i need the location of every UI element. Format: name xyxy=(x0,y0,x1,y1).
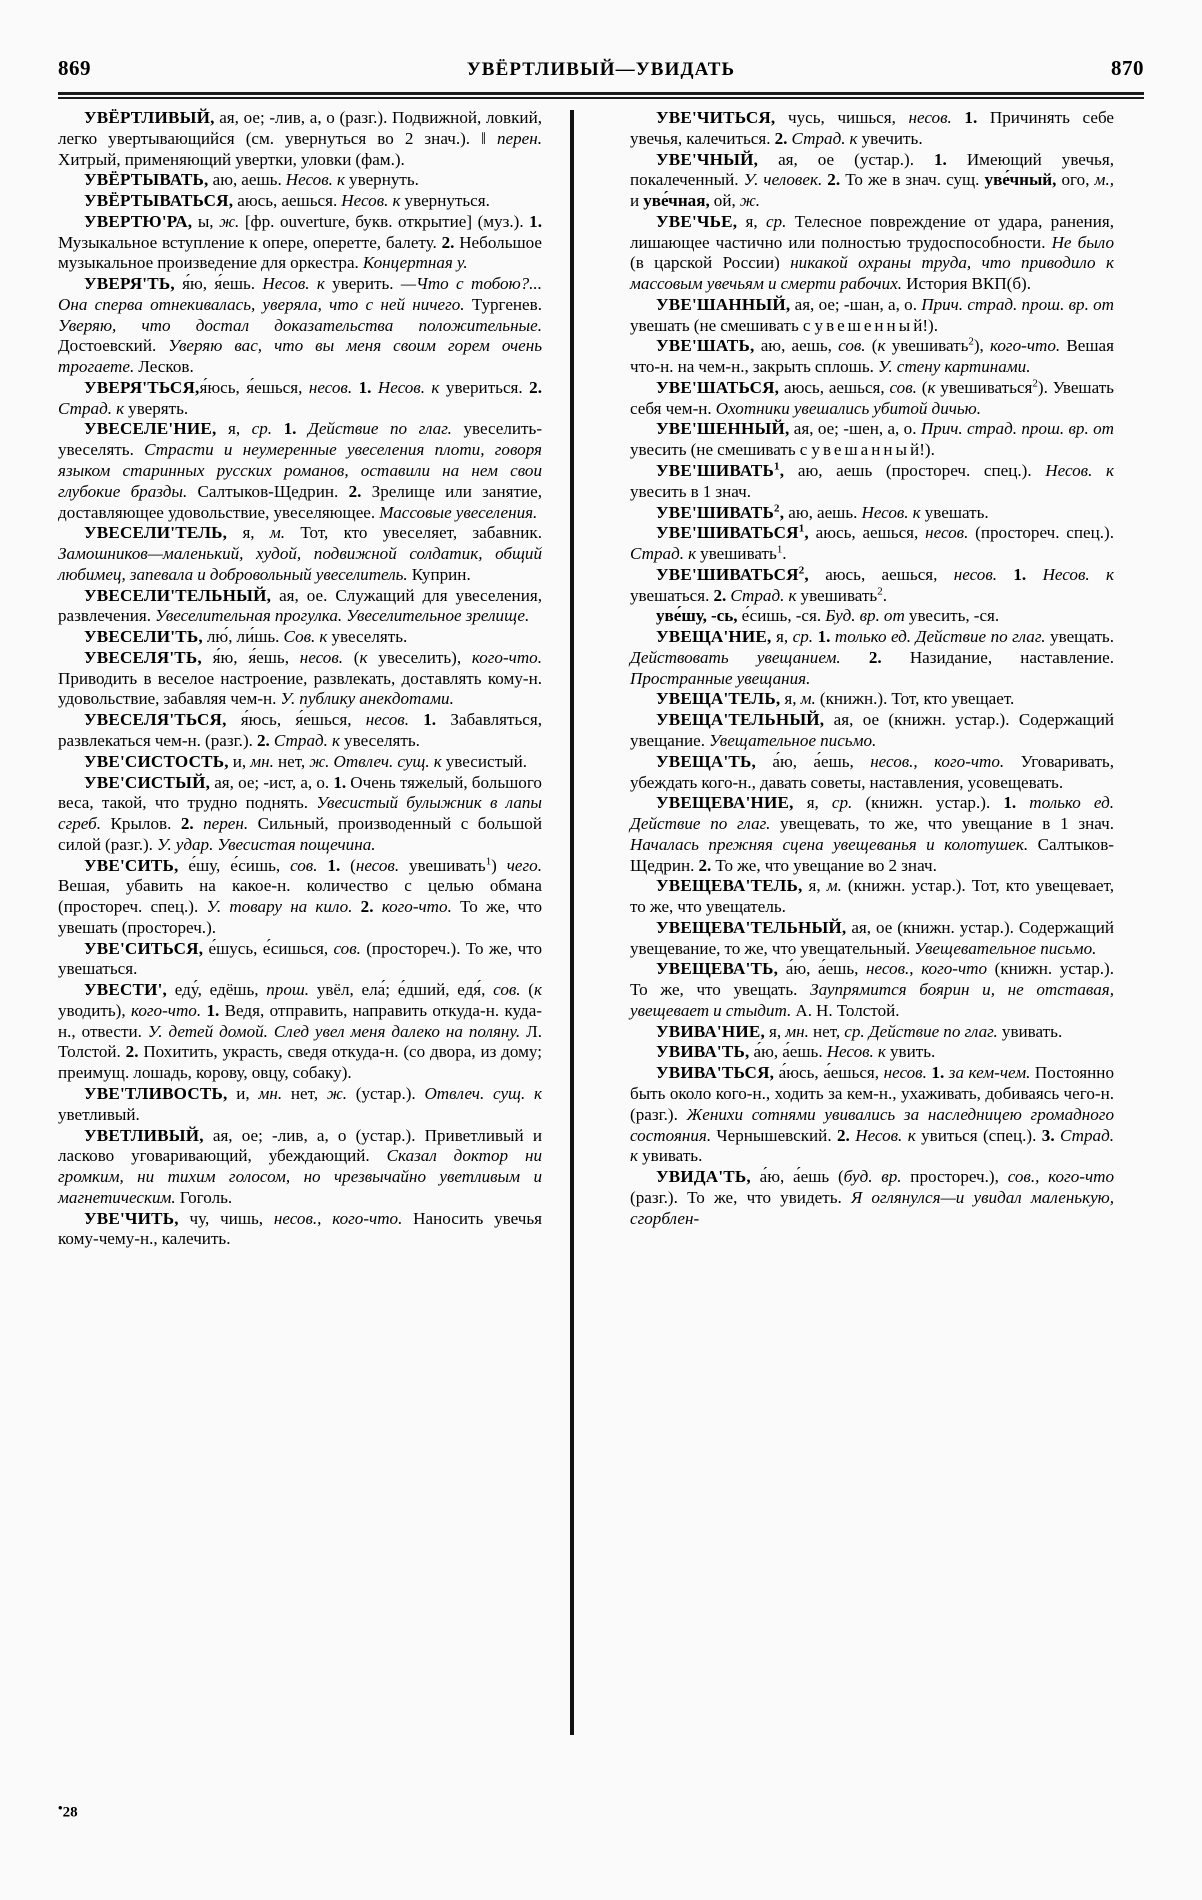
entry-definition: я, м. (книжн. устар.). Тот, кто увещевает, то же, что увещатель. xyxy=(630,876,1114,917)
dictionary-entry xyxy=(630,627,1114,689)
signature-mark xyxy=(58,1800,78,1822)
dictionary-entry xyxy=(58,710,542,752)
entry-definition: ая, ое; -лив, а, о (устар.). Приветливый и ласково уговаривающий, убеждающий. Сказал доктор ни громким, ни тихим голосом, но чрезвычайно уветливым и магнетическим. Гоголь. xyxy=(58,1125,542,1207)
dictionary-entry xyxy=(58,1209,542,1251)
entry-definition: а́ю, а́ешь (буд. вр. простореч.), сов., кого-что (разг.). То же, что увидеть. Я оглянулся—и увидал маленькую, сгорблен- xyxy=(630,1167,1114,1228)
entry-headword: УВЕ'ТЛИВОСТЬ, xyxy=(84,1083,228,1103)
entry-definition: я, ср. Телесное повреждение от удара, ранения, лишающее частично или полностью трудоспособности. Не было (в царской России) никакой охраны труда, что приводило к массовым увечьям и смерти рабочих. История ВКП(б). xyxy=(630,211,1114,294)
entry-definition: аюсь, аешься, несов. (простореч. спец.). Страд. к увешивать$^1$. xyxy=(630,523,1114,564)
dictionary-entry xyxy=(630,461,1114,503)
dictionary-entry xyxy=(630,378,1114,420)
dictionary-entry xyxy=(630,503,1114,524)
entry-definition: аю, аешь. Несов. к увернуть. xyxy=(208,170,419,190)
dictionary-entry xyxy=(58,856,542,939)
dictionary-entry xyxy=(630,793,1114,876)
folio-left: 869 xyxy=(58,56,91,80)
entry-definition: а́ю, а́ешь. Несов. к увить. xyxy=(749,1042,936,1062)
entry-headword: УВЕСЕЛЯ'ТЬСЯ, xyxy=(84,710,227,730)
entry-headword: УВЕ'ШАТЬ, xyxy=(656,336,755,356)
entry-headword: УВЕСТИ', xyxy=(84,980,168,1000)
entry-headword: УВЕСЕЛИ'ТЕЛЬ, xyxy=(84,523,228,543)
entry-headword: УВЕ'ЧЬЕ, xyxy=(656,211,738,231)
dictionary-entry xyxy=(630,689,1114,710)
entry-definition: я́ю, я́ешь, несов. (к увеселить), кого-что. Приводить в веселое настроение, развлекать, доставлять кому-н. удовольствие, забавляя чем-н. У. публику анекдотами. xyxy=(58,647,542,709)
dictionary-entry xyxy=(58,419,542,523)
entry-headword: УВИДА'ТЬ, xyxy=(656,1167,751,1187)
dictionary-entry xyxy=(630,1063,1114,1167)
entry-headword: УВЁРТЫВАТЬСЯ, xyxy=(84,191,234,211)
entry-definition: е́шу, е́сишь, сов. 1. (несов. увешивать$^1$) чего. Вешая, убавить на какое-н. количество с целью обмана (простореч. спец.). У. товару на кило. 2. кого-что. То же, что увешать (простореч.). xyxy=(58,854,542,937)
entry-headword: УВЕ'ШАТЬСЯ, xyxy=(656,377,780,397)
dictionary-entry xyxy=(630,1167,1114,1229)
dictionary-entry xyxy=(58,274,542,378)
dictionary-entry xyxy=(58,980,542,1084)
folio-right: 870 xyxy=(1111,56,1144,80)
entry-definition: я, ср. 1. только ед. Действие по глаг. увещать. Действовать увещанием. 2. Назидание, наставление. Пространные увещания. xyxy=(630,627,1114,688)
entry-definition: аюсь, аешься, сов. (к увешиваться$^2$). Увешать себя чем-н. Охотники увешались убитой дичью. xyxy=(630,377,1114,418)
entry-headword: УВЁРТЫВАТЬ, xyxy=(84,170,209,190)
entry-definition: я́юсь, я́ешься, несов. 1. Забавляться, развлекаться чем-н. (разг.). 2. Страд. к увеселять. xyxy=(58,710,542,750)
dictionary-entry xyxy=(58,108,542,170)
rule-thin xyxy=(58,97,1144,99)
entry-definition: я, м. Тот, кто увеселяет, забавник. Замошников—маленький, худой, подвижной солдатик, общий любимец, запевала и добровольный увеселитель. Куприн. xyxy=(58,523,542,584)
entry-definition: аю, аешь, сов. (к увешивать$^2$), кого-что. Вешая что-н. на чем-н., закрыть сплошь. У. стену картинами. xyxy=(630,335,1114,377)
entry-headword: УВИВА'ТЬСЯ, xyxy=(656,1063,775,1083)
dictionary-entry xyxy=(630,876,1114,918)
dictionary-entry xyxy=(58,523,542,585)
entry-definition: чу, чишь, несов., кого-что. Наносить увечья кому-чему-н., калечить. xyxy=(58,1208,542,1249)
dictionary-entry xyxy=(630,565,1114,607)
dictionary-entry xyxy=(58,773,542,856)
entry-definition: е́сишь, -ся. Буд. вр. от увесить, -ся. xyxy=(737,606,1000,626)
dictionary-entry xyxy=(630,1042,1114,1063)
entry-definition: я, ср. (книжн. устар.). 1. только ед. Действие по глаг. увещевать, то же, что увещание в 1 знач. Началась прежняя сцена увещеванья и колотушек. Салтыков-Щедрин. 2. То же, что увещание во 2 знач. xyxy=(630,793,1114,875)
entry-definition: я, м. (книжн.). Тот, кто увещает. xyxy=(780,689,1015,709)
entry-definition: ая, ое; -шан, а, о. Прич. страд. прош. вр. от увешать (не смешивать с увешенный!). xyxy=(630,294,1114,335)
entry-headword: УВЕЩА'ТЬ, xyxy=(656,751,756,771)
entry-definition: е́шусь, е́сишься, сов. (простореч.). То же, что увешаться. xyxy=(58,938,542,979)
entry-definition: а́ю, а́ешь, несов., кого-что (книжн. устар.). То же, что увещать. Заупрямится боярин и, не отставая, увещевает и стыдит. А. Н. Толстой. xyxy=(630,959,1115,1020)
entry-definition: ая, ое (устар.). 1. Имеющий увечья, покалеченный. У. человек. 2. То же в знач. сущ. уве́чный, ого, м., и уве́чная, ой, ж. xyxy=(630,149,1115,211)
dictionary-entry xyxy=(58,378,542,420)
entry-headword: УВЕ'ШИВАТЬСЯ$^2$, xyxy=(656,564,809,584)
running-title: УВЁРТЛИВЫЙ—УВИДАТЬ xyxy=(466,59,736,80)
entry-definition: я́ю, я́ешь. Несов. к уверить. —Что с тобою?... Она сперва отнекивалась, уверяла, что с ней ничего. Тургенев. Уверяю, что достал доказательства положительные. Достоевский. Уверяю вас, что вы меня своим горем очень трогаете. Лесков. xyxy=(58,274,542,377)
signature-dot: • xyxy=(58,1800,63,1815)
entry-definition: аю, аешь. Несов. к увешать. xyxy=(784,502,989,522)
entry-headword: УВЕРТЮ'РА, xyxy=(84,211,193,231)
entry-definition: ая, ое (книжн. устар.). Содержащий увещание. Увещательное письмо. xyxy=(630,710,1114,750)
entry-headword: УВИВА'НИЕ, xyxy=(656,1021,765,1041)
dictionary-entry xyxy=(58,752,542,773)
entry-headword: УВЕСЕЛЯ'ТЬ, xyxy=(84,647,202,667)
entry-headword: УВЕСЕЛЕ'НИЕ, xyxy=(84,419,217,439)
dictionary-entry xyxy=(58,1126,542,1209)
entry-headword: УВЕСЕЛИ'ТЕЛЬНЫЙ, xyxy=(84,585,272,605)
entry-headword: УВЕЩА'ТЕЛЬНЫЙ, xyxy=(656,710,825,730)
entry-definition: аюсь, аешься. Несов. к увернуться. xyxy=(233,191,490,211)
entry-headword: УВЕ'ЧИТЬСЯ, xyxy=(656,108,776,127)
entry-definition: а́юсь, а́ешься, несов. 1. за кем-чем. Постоянно быть около кого-н., ходить за кем-н., ухаживать, добиваясь чего-н. (разг.). Женихи сотнями увивались за наследницею громадного состояния. Чернышевский. 2. Несов. к увиться (спец.). 3. Страд. к увивать. xyxy=(630,1063,1115,1166)
column-right xyxy=(600,108,1114,1768)
entry-headword: УВЕЩЕВА'ТЕЛЬ, xyxy=(656,876,803,896)
entry-headword: УВЕЩА'НИЕ, xyxy=(656,627,772,647)
entry-headword: УВЕ'ШЕННЫЙ, xyxy=(656,419,790,439)
dictionary-entry xyxy=(58,627,542,648)
entry-headword: УВЕ'СИСТОСТЬ, xyxy=(84,751,229,771)
column-divider xyxy=(570,110,574,1735)
entry-definition: аюсь, аешься, несов. 1. Несов. к увешаться. 2. Страд. к увешивать$^2$. xyxy=(630,564,1115,605)
entry-definition: ая, ое. Служащий для увеселения, развлечения. Увеселительная прогулка. Увеселительное зрелище. xyxy=(58,585,542,626)
entry-headword: УВЕ'ЧНЫЙ, xyxy=(656,149,759,169)
dictionary-entry xyxy=(630,918,1114,960)
text-columns xyxy=(58,108,1144,1768)
entry-headword: УВЕ'СИТЬСЯ, xyxy=(84,938,204,958)
entry-headword: УВИВА'ТЬ, xyxy=(656,1042,750,1062)
entry-definition: ая, ое; -шен, а, о. Прич. страд. прош. вр. от увесить (не смешивать с увешанный!). xyxy=(630,419,1114,460)
entry-definition: ая, ое; -лив, а, о (разг.). Подвижной, ловкий, легко увертывающийся (см. увернуться во 2 знач.). ‖ перен. Хитрый, применяющий увертки, уловки (фам.). xyxy=(58,108,542,169)
entry-definition: еду́, едёшь, прош. увёл, ела́; е́дший, едя́, сов. (к уводить), кого-что. 1. Ведя, отправить, направить откуда-н. куда-н., отвести. У. детей домой. След увел меня далеко на поляну. Л. Толстой. 2. Похитить, украсть, сведя откуда-н. (со двора, из дому; преимущ. лошадь, корову, овцу, собаку). xyxy=(58,980,542,1083)
entry-definition: и, мн. нет, ж. Отвлеч. сущ. к увесистый. xyxy=(228,751,527,771)
entry-definition: ая, ое; -ист, а, о. 1. Очень тяжелый, большого веса, такой, что трудно поднять. Увесистый булыжник в лапы сгреб. Крылов. 2. перен. Сильный, производенный с большой силой (разг.). У. удар. Увесистая пощечина. xyxy=(58,772,542,854)
entry-definition: я, мн. нет, ср. Действие по глаг. увивать. xyxy=(764,1021,1063,1041)
dictionary-entry xyxy=(630,295,1114,337)
entry-headword: УВЁРТЛИВЫЙ, xyxy=(84,108,215,127)
dictionary-entry xyxy=(58,170,542,191)
dictionary-entry xyxy=(630,752,1114,794)
entry-headword: УВЕТЛИВЫЙ, xyxy=(84,1125,204,1145)
entry-definition: я́юсь, я́ешься, несов. 1. Несов. к увериться. 2. Страд. к уверять. xyxy=(58,377,542,418)
entry-definition: лю́, ли́шь. Сов. к увеселять. xyxy=(202,627,408,647)
entry-definition: чусь, чишься, несов. 1. Причинять себе увечья, калечиться. 2. Страд. к увечить. xyxy=(630,108,1114,148)
dictionary-entry xyxy=(630,419,1114,461)
entry-headword: УВЕСЕЛИ'ТЬ, xyxy=(84,627,203,647)
entry-headword: УВЕ'СИСТЫЙ, xyxy=(84,772,211,792)
dictionary-entry xyxy=(630,710,1114,752)
dictionary-entry xyxy=(58,191,542,212)
entry-headword: УВЕЩЕВА'ТЬ, xyxy=(656,959,779,979)
entry-definition: и, мн. нет, ж. (устар.). Отвлеч. сущ. к уветливый. xyxy=(58,1083,542,1124)
entry-headword: УВЕ'СИТЬ, xyxy=(84,855,179,875)
dictionary-entry xyxy=(630,212,1114,295)
entry-headword: УВЕЩЕВА'НИЕ, xyxy=(656,793,794,813)
entry-headword: УВЕРЯ'ТЬСЯ, xyxy=(84,377,200,397)
dictionary-entry xyxy=(630,1022,1114,1043)
entry-headword: УВЕ'ШИВАТЬСЯ$^1$, xyxy=(656,522,809,543)
entry-definition: а́ю, а́ешь, несов., кого-что. Уговаривать, убеждать кого-н., давать советы, наставления, усовещевать. xyxy=(630,751,1114,792)
entry-headword: УВЕ'ШАННЫЙ, xyxy=(656,294,791,314)
dictionary-entry xyxy=(630,150,1114,212)
running-head xyxy=(58,56,1144,86)
column-left xyxy=(58,108,556,1768)
entry-definition: ая, ое (книжн. устар.). Содержащий увещевание, то же, что увещательный. Увещевательное письмо. xyxy=(630,917,1114,958)
dictionary-entry xyxy=(58,212,542,274)
entry-headword: УВЕЩА'ТЕЛЬ, xyxy=(656,689,781,709)
dictionary-entry xyxy=(630,959,1114,1021)
entry-definition: аю, аешь (простореч. спец.). Несов. к увесить в 1 знач. xyxy=(630,461,1115,501)
dictionary-entry xyxy=(58,1084,542,1126)
dictionary-entry xyxy=(630,336,1114,378)
entry-headword: УВЕЩЕВА'ТЕЛЬНЫЙ, xyxy=(656,917,847,937)
dictionary-entry xyxy=(58,939,542,981)
signature-number: 28 xyxy=(62,1804,78,1821)
entry-headword: уве́шу, -сь, xyxy=(656,606,738,626)
header-rules xyxy=(58,92,1144,99)
entry-headword: УВЕ'ЧИТЬ, xyxy=(84,1208,179,1228)
entry-headword: УВЕ'ШИВАТЬ$^1$, xyxy=(656,460,785,481)
dictionary-entry xyxy=(58,586,542,628)
entry-headword: УВЕ'ШИВАТЬ$^2$, xyxy=(656,501,785,522)
entry-headword: УВЕРЯ'ТЬ, xyxy=(84,274,175,294)
dictionary-entry xyxy=(630,108,1114,150)
entry-definition: ы, ж. [фр. ouverture, букв. открытие] (муз.). 1. Музыкальное вступление к опере, оперетте, балету. 2. Небольшое музыкальное произведение для оркестра. Концертная у. xyxy=(58,211,542,273)
dictionary-entry xyxy=(58,648,542,710)
entry-definition: я, ср. 1. Действие по глаг. увеселить-увеселять. Страсти и неумеренные увеселения плоти, говоря языком старинных русских романов, оставили на нем свои глубокие бразды. Салтыков-Щедрин. 2. Зрелище или занятие, доставляющее удовольствие, увеселяющее. Массовые увеселения. xyxy=(58,419,543,522)
dictionary-entry xyxy=(630,523,1114,565)
dictionary-entry xyxy=(630,606,1114,627)
